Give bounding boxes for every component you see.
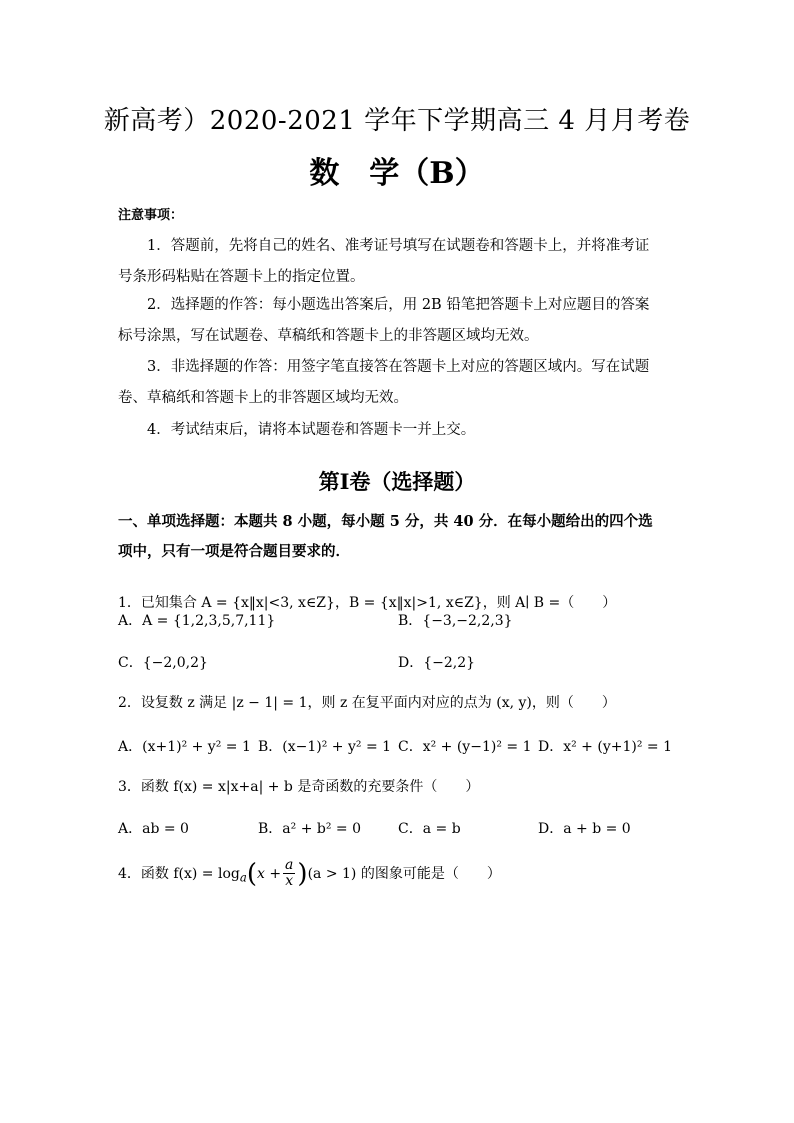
question-3-option-d: D．a + b = 0 [538,821,631,837]
part-heading-line: 项中，只有一项是符合题目要求的． [118,543,350,560]
q4-frac-num: a [285,857,294,873]
notice-line: 4．考试结束后，请将本试题卷和答题卡一并上交。 [147,422,476,438]
notice-item-2 [118,290,678,352]
question-2-option-a: A．(x+1)² + y² = 1 [118,739,251,755]
notice-item-4 [118,415,678,446]
part-heading [118,507,688,567]
question-4-stem: 4．函数 $f(x) = \log_a(x$ + $\frac{a}{x}$ )(a > 1) 的图象可能是（ ） [118,857,501,890]
q4-x: x + [256,865,282,882]
question-1-stem: 1．已知集合 A = {x‖x|<3, x∈Z}，B = {x‖x|>1, x∈Z}，则 A∣ B =（ ） [118,595,617,611]
section-title: 第Ⅰ卷（选择题） [318,469,476,494]
question-3-option-b: B．a² + b² = 0 [258,821,361,837]
notice-line: 标号涂黑，写在试题卷、草稿纸和答题卡上的非答题区域均无效。 [118,328,539,344]
q4-frac-den: x [285,873,294,890]
question-1-option-a: A．A = {1,2,3,5,7,11} [118,613,276,629]
question-1-option-b: B．{−3,−2,2,3} [398,613,513,629]
question-3-stem: 3．函数 f(x) = x|x+a| + b 是奇函数的充要条件（ ） [118,779,480,795]
notice-item-3 [118,352,678,414]
question-2-stem: 2．设复数 z 满足 |z − 1| = 1，则 z 在复平面内对应的点为 (x, y)，则（ ） [118,695,616,711]
question-2-option-c: C．x² + (y−1)² = 1 [398,739,532,755]
notice-item-1 [118,231,678,293]
question-3-option-a: A．ab = 0 [118,821,189,837]
question-1-option-d: D．{−2,2} [398,655,476,671]
question-1-option-c: C．{−2,0,2} [118,655,208,671]
notice-line: 号条形码粘贴在答题卡上的指定位置。 [118,269,365,285]
notice-label: 注意事项： [118,208,184,223]
q4-suffix: (a > 1) 的图象可能是（ ） [307,865,501,882]
question-2-option-d: D．x² + (y+1)² = 1 [538,739,672,755]
question-3-option-c: C．a = b [398,821,461,837]
q4-fraction [283,858,295,890]
subject-title: 数 学（B） [309,156,485,191]
question-2-option-b: B．(x−1)² + y² = 1 [258,739,392,755]
q4-prefix: 4．函数 f(x) = log [118,865,240,882]
q4-log-base: a [239,870,247,885]
part-heading-line: 一、单项选择题：本题共 8 小题，每小题 5 分，共 40 分．在每小题给出的四个选 [118,513,653,530]
notice-line: 2．选择题的作答：每小题选出答案后，用 2B 铅笔把答题卡上对应题目的答案 [147,297,650,313]
notice-line: 卷、草稿纸和答题卡上的非答题区域均无效。 [118,390,408,406]
notice-line: 1．答题前，先将自己的姓名、准考证号填写在试题卷和答题卡上，并将准考证 [147,238,650,254]
exam-title: 新高考）2020-2021 学年下学期高三 4 月月考卷 [103,106,691,136]
notice-line: 3．非选择题的作答：用签字笔直接答在答题卡上对应的答题区域内。写在试题 [147,359,650,375]
